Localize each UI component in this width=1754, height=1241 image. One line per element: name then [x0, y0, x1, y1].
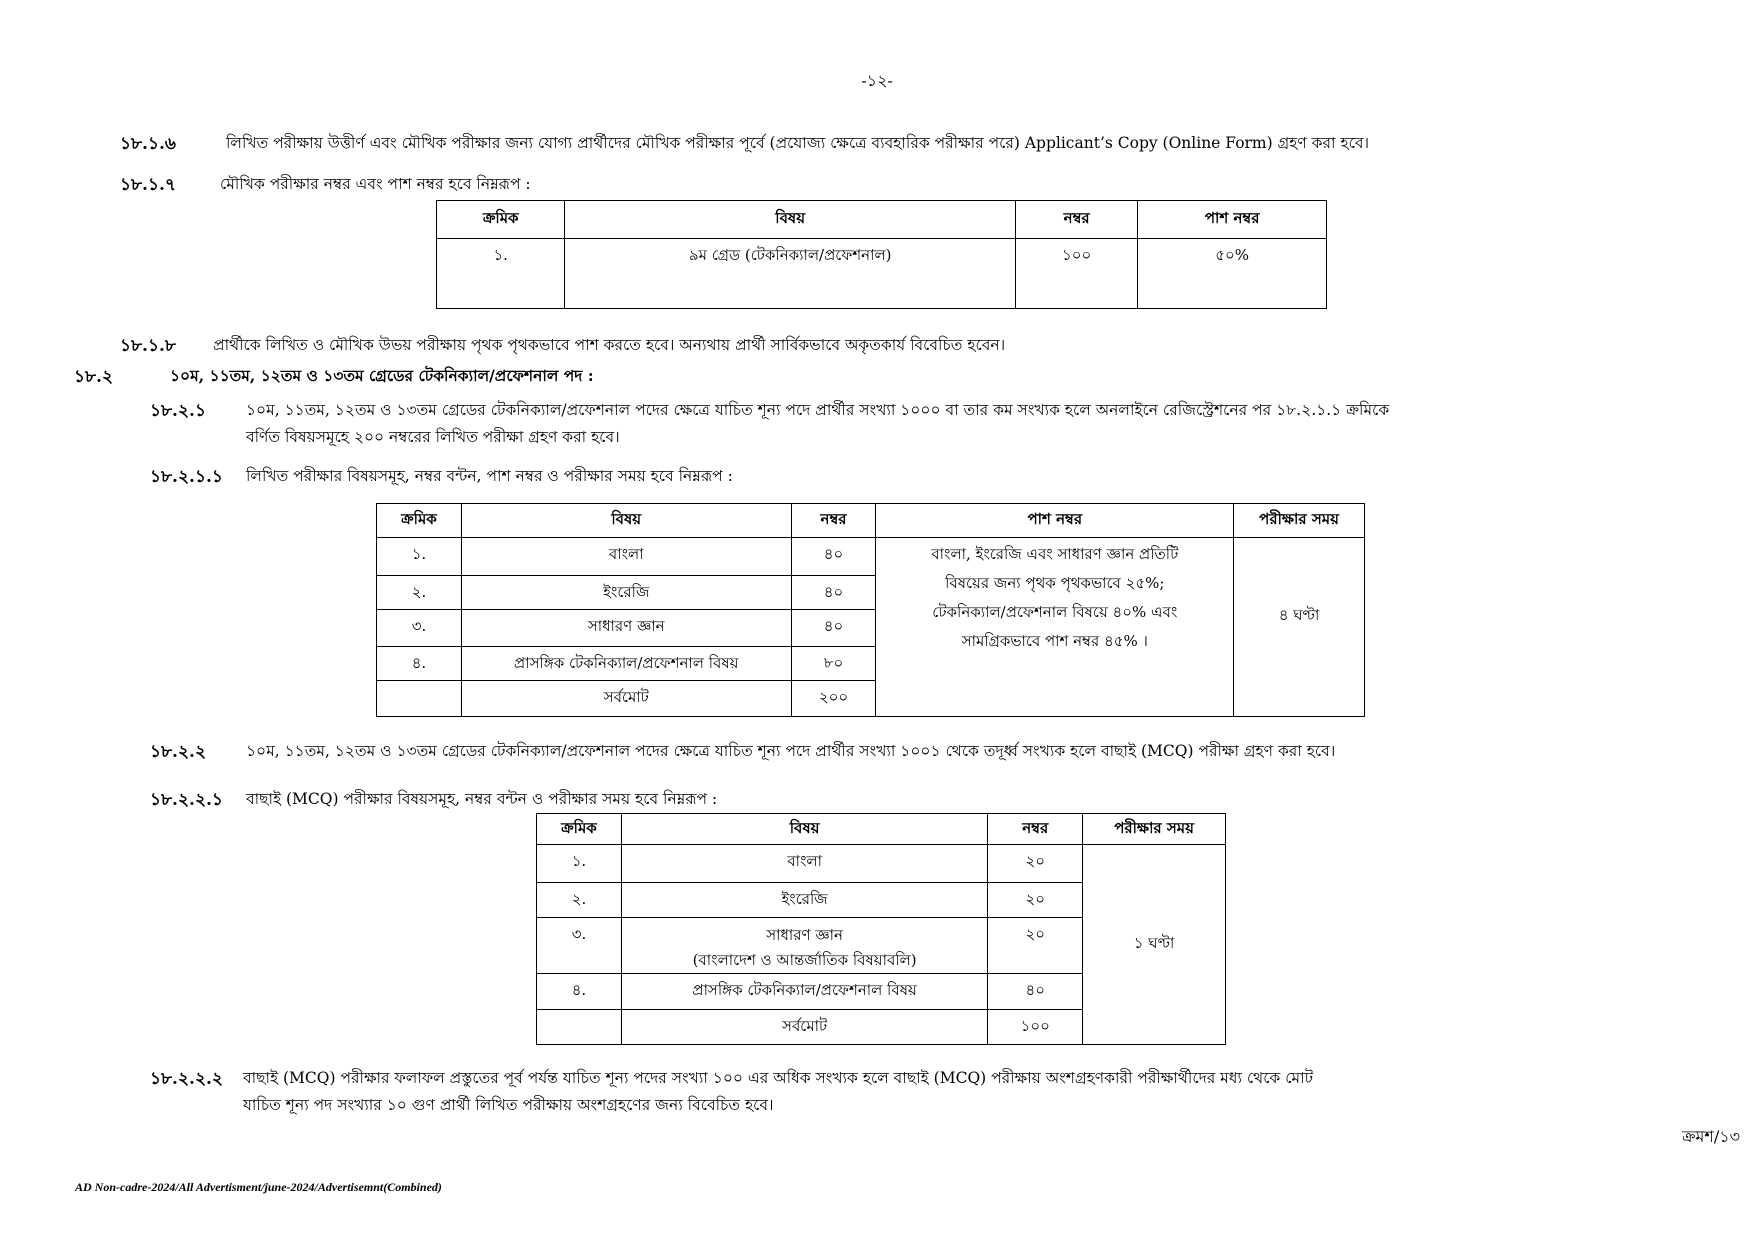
pass-line: সামগ্রিকভাবে পাশ নম্বর ৪৫% । — [961, 632, 1148, 650]
cell-marks: ১০০ — [1015, 239, 1137, 309]
section-text-18-2-2-2-line1: বাছাই (MCQ) পরীক্ষার ফলাফল প্রস্তুতের পূর্ব পর্যন্ত যাচিত শূন্য পদের সংখ্যা ১০০ এর অধিক সংখ্যক হলে বাছাই (MCQ) পরীক্ষায় অংশগ্রহণকারী পরীক্ষার্থীদের মধ্য থেকে মোট — [243, 1069, 1314, 1087]
cell-serial: ৪. — [377, 647, 462, 681]
section-text-18-1-8: প্রার্থীকে লিখিত ও মৌখিক উভয় পরীক্ষায় পৃথক পৃথকভাবে পাশ করতে হবে। অন্যথায় প্রার্থী সার্বিকভাবে অকৃতকার্য বিবেচিত হবেন। — [213, 336, 1006, 354]
col-header-marks: নম্বর — [791, 504, 876, 538]
cell-subject: বাংলা — [621, 845, 987, 883]
col-header-marks: নম্বর — [988, 814, 1083, 845]
section-text-18-2-2-1: বাছাই (MCQ) পরীক্ষার বিষয়সমূহ, নম্বর বন্টন ও পরীক্ষার সময় হবে নিম্নরূপ : — [246, 790, 718, 808]
cell-serial: ২. — [537, 883, 622, 918]
page-number: -১২- — [861, 71, 893, 90]
col-header-pass-marks: পাশ নম্বর — [1138, 201, 1327, 239]
col-header-serial: ক্রমিক — [377, 504, 462, 538]
cell-exam-time-merged: ১ ঘণ্টা — [1083, 845, 1226, 1045]
subject-line: (বাংলাদেশ ও আন্তর্জাতিক বিষয়াবলি) — [692, 951, 917, 969]
cell-serial: ৪. — [537, 974, 622, 1010]
section-text-18-2-2-2-line2: যাচিত শূন্য পদ সংখ্যার ১০ গুণ প্রার্থী লিখিত পরীক্ষায় অংশগ্রহণের জন্য বিবেচিত হবে। — [243, 1096, 774, 1114]
cell-marks: ৪০ — [988, 974, 1083, 1010]
mcq-exam-table — [536, 813, 1226, 1045]
cell-pass-marks: ৫০% — [1138, 239, 1327, 309]
section-number-18-1-8: ১৮.১.৮ — [120, 336, 176, 356]
cell-total-label: সর্বমোট — [461, 681, 791, 717]
cell-subject: ৯ম গ্রেড (টেকনিক্যাল/প্রফেশনাল) — [565, 239, 1016, 309]
section-text-18-2-1-line1: ১০ম, ১১তম, ১২তম ও ১৩তম গ্রেডের টেকনিক্যাল/প্রফেশনাল পদের ক্ষেত্রে যাচিত শূন্য পদে প্রার্থীর সংখ্যা ১০০০ বা তার কম সংখ্যক হলে অনলাইনে রেজিস্ট্রেশনের পর ১৮.২.১.১ ক্রমিকে — [246, 401, 1390, 419]
section-number-18-2-1: ১৮.২.১ — [150, 401, 206, 421]
col-header-pass-marks: পাশ নম্বর — [876, 504, 1234, 538]
section-text-18-1-7: মৌখিক পরীক্ষার নম্বর এবং পাশ নম্বর হবে নিম্নরূপ : — [220, 175, 531, 193]
subject-line: সাধারণ জ্ঞান — [766, 926, 843, 944]
continued-marker: ক্রমশ/১৩ — [1682, 1127, 1740, 1146]
section-number-18-2-2: ১৮.২.২ — [150, 742, 207, 762]
col-header-subject: বিষয় — [565, 201, 1016, 239]
cell-subject: বাংলা — [461, 538, 791, 576]
col-header-serial: ক্রমিক — [437, 201, 565, 239]
cell-serial: ৩. — [377, 610, 462, 647]
section-text-18-1-6: লিখিত পরীক্ষায় উত্তীর্ণ এবং মৌখিক পরীক্ষার জন্য যোগ্য প্রার্থীদের মৌখিক পরীক্ষার পূর্বে (প্রযোজ্য ক্ষেত্রে ব্যবহারিক পরীক্ষার পরে) Applicant’s Copy (Online Form) গ্রহণ করা হবে। — [226, 134, 1369, 152]
cell-total-marks: ২০০ — [791, 681, 876, 717]
section-heading-18-2: ১০ম, ১১তম, ১২তম ও ১৩তম গ্রেডের টেকনিক্যাল/প্রফেশনাল পদ : — [170, 366, 594, 385]
cell-subject: ইংরেজি — [621, 883, 987, 918]
cell-total-marks: ১০০ — [988, 1010, 1083, 1045]
section-text-18-2-1-line2: বর্ণিত বিষয়সমূহে ২০০ নম্বরের লিখিত পরীক্ষা গ্রহণ করা হবে। — [246, 428, 620, 446]
cell-marks: ২০ — [988, 918, 1083, 974]
cell-marks: ৪০ — [791, 610, 876, 647]
footer-path: AD Non-cadre-2024/All Advertisment/june-2024/Advertisemnt(Combined) — [75, 1180, 442, 1194]
section-number-18-2: ১৮.২ — [74, 367, 114, 387]
section-number-18-1-7: ১৮.১.৭ — [120, 175, 176, 195]
pass-line: বাংলা, ইংরেজি এবং সাধারণ জ্ঞান প্রতিটি — [931, 545, 1179, 563]
cell-exam-time-merged: ৪ ঘণ্টা — [1234, 538, 1365, 717]
cell-subject: ইংরেজি — [461, 576, 791, 610]
written-exam-table — [376, 503, 1365, 717]
cell-subject — [621, 918, 987, 974]
cell-marks: ৪০ — [791, 576, 876, 610]
cell-subject: প্রাসঙ্গিক টেকনিক্যাল/প্রফেশনাল বিষয় — [621, 974, 987, 1010]
section-number-18-2-2-1: ১৮.২.২.১ — [150, 790, 223, 810]
cell-pass-marks-merged — [876, 538, 1234, 717]
col-header-serial: ক্রমিক — [537, 814, 622, 845]
section-number-18-2-2-2: ১৮.২.২.২ — [150, 1069, 223, 1089]
table-row — [437, 239, 1327, 309]
col-header-exam-time: পরীক্ষার সময় — [1234, 504, 1365, 538]
cell-subject: প্রাসঙ্গিক টেকনিক্যাল/প্রফেশনাল বিষয় — [461, 647, 791, 681]
cell-marks: ৪০ — [791, 538, 876, 576]
cell-marks: ২০ — [988, 845, 1083, 883]
cell-serial: ১. — [537, 845, 622, 883]
pass-line: বিষয়ের জন্য পৃথক পৃথকভাবে ২৫%; — [945, 574, 1165, 592]
oral-marks-table — [436, 200, 1327, 309]
cell-marks: ২০ — [988, 883, 1083, 918]
col-header-exam-time: পরীক্ষার সময় — [1083, 814, 1226, 845]
cell-serial: ২. — [377, 576, 462, 610]
table-row — [537, 845, 1226, 883]
col-header-marks: নম্বর — [1015, 201, 1137, 239]
pass-line: টেকনিক্যাল/প্রফেশনাল বিষয়ে ৪০% এবং — [932, 603, 1178, 621]
section-number-18-1-6: ১৮.১.৬ — [120, 134, 176, 154]
cell-serial: ১. — [377, 538, 462, 576]
col-header-subject: বিষয় — [461, 504, 791, 538]
section-number-18-2-1-1: ১৮.২.১.১ — [150, 467, 223, 487]
section-text-18-2-2: ১০ম, ১১তম, ১২তম ও ১৩তম গ্রেডের টেকনিক্যাল/প্রফেশনাল পদের ক্ষেত্রে যাচিত শূন্য পদে প্রার্থীর সংখ্যা ১০০১ থেকে তদূর্ধ্ব সংখ্যক হলে বাছাই (MCQ) পরীক্ষা গ্রহণ করা হবে। — [246, 742, 1336, 760]
cell-subject: সাধারণ জ্ঞান — [461, 610, 791, 647]
section-text-18-2-1-1: লিখিত পরীক্ষার বিষয়সমূহ, নম্বর বন্টন, পাশ নম্বর ও পরীক্ষার সময় হবে নিম্নরূপ : — [246, 467, 733, 485]
cell-serial-empty — [377, 681, 462, 717]
table-row — [377, 538, 1365, 576]
cell-serial-empty — [537, 1010, 622, 1045]
cell-serial: ১. — [437, 239, 565, 309]
cell-serial: ৩. — [537, 918, 622, 974]
cell-total-label: সর্বমোট — [621, 1010, 987, 1045]
cell-marks: ৮০ — [791, 647, 876, 681]
col-header-subject: বিষয় — [621, 814, 987, 845]
